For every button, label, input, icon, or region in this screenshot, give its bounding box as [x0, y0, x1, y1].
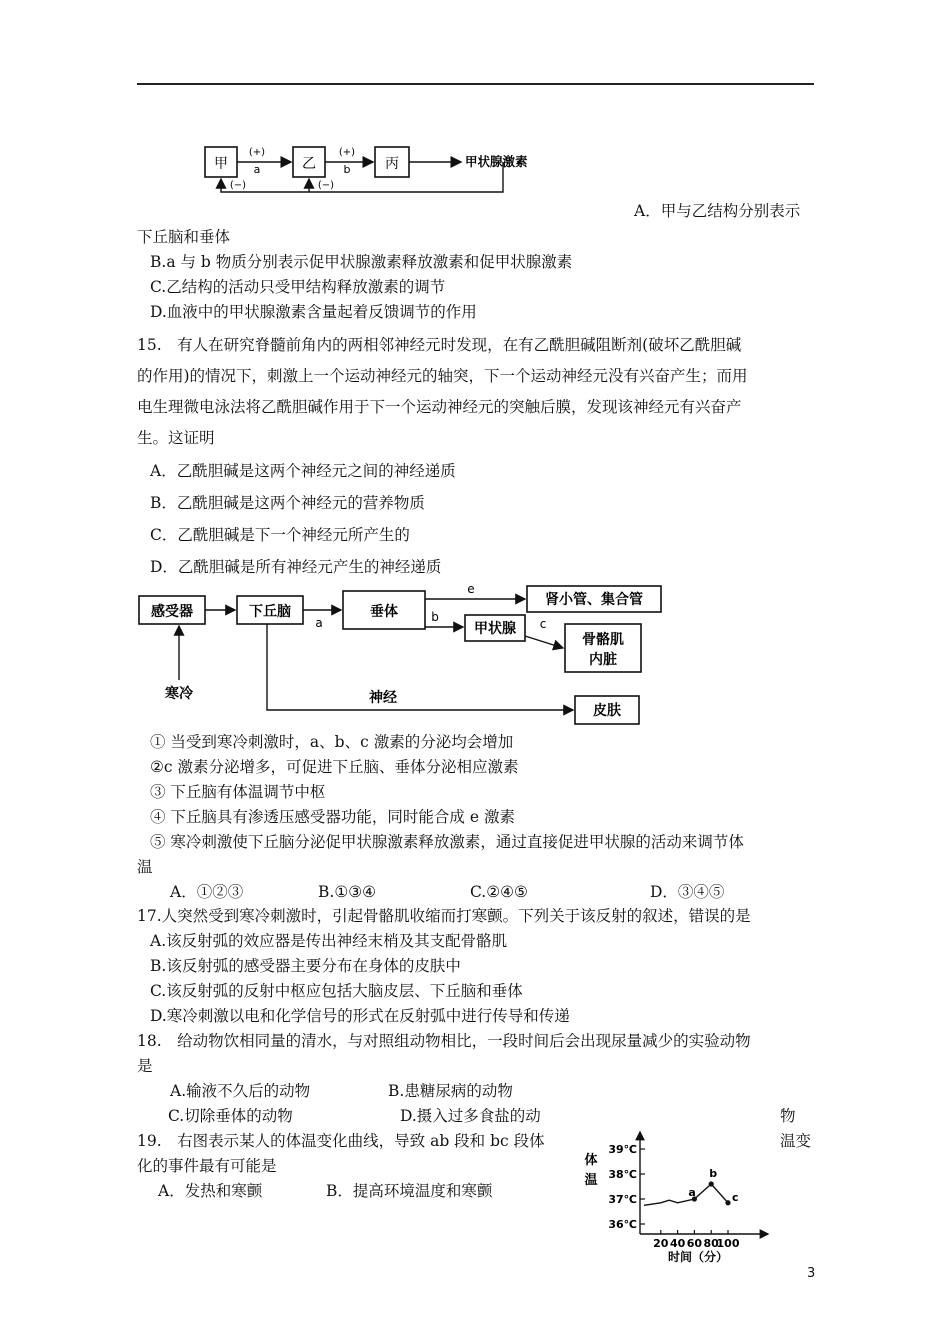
- body-temperature-chart: [578, 1128, 778, 1268]
- muscle-label: 骨骼肌: [582, 632, 624, 648]
- label-a: a: [253, 163, 261, 176]
- y-tick-label: 36℃: [608, 1218, 637, 1231]
- q19-option-a: A．发热和寒颤: [158, 1182, 263, 1200]
- y-axis-label-char1: 体: [584, 1153, 598, 1168]
- point-label-b: b: [709, 1167, 718, 1180]
- box-yi-label: 乙: [302, 156, 316, 172]
- hypothalamus-label: 下丘脑: [249, 604, 291, 620]
- q19-stem-line2: 化的事件最有可能是: [137, 1157, 277, 1175]
- q16-statement-3: ③ 下丘脑有体温调节中枢: [150, 783, 326, 801]
- minus-jia: (−): [229, 180, 247, 191]
- label-c: c: [539, 617, 547, 631]
- q19-stem-line1: 19. 右图表示某人的体温变化曲线，导致 ab 段和 bc 段体: [137, 1132, 545, 1150]
- q17-option-c: C.该反射弧的反射中枢应包括大脑皮层、下丘脑和垂体: [150, 982, 523, 1000]
- label-e: e: [467, 582, 475, 596]
- q16-statement-5-part2: 温: [137, 858, 153, 876]
- y-tick-label: 37℃: [608, 1193, 637, 1206]
- kidney-label: 肾小管、集合管: [545, 592, 643, 608]
- x-ticks: [653, 1230, 740, 1250]
- x-tick-label: 40: [669, 1237, 686, 1250]
- q18-option-d-tail: 物: [780, 1107, 796, 1125]
- q15-stem-line3: 电生理微电泳法将乙酰胆碱作用于下一个运动神经元的突触后膜，发现该神经元有兴奋产: [137, 398, 742, 416]
- q16-statement-2: ②c 激素分泌增多，可促进下丘脑、垂体分泌相应激素: [150, 758, 519, 776]
- q18-option-c: C.切除垂体的动物: [168, 1107, 293, 1125]
- point-label-a: a: [688, 1186, 696, 1199]
- q18-stem-line2: 是: [137, 1057, 153, 1075]
- y-axis-label-char2: 温: [584, 1173, 598, 1188]
- q19-option-b: B．提高环境温度和寒颤: [326, 1182, 493, 1200]
- q17-option-a: A.该反射弧的效应器是传出神经末梢及其支配骨骼肌: [150, 932, 508, 950]
- thermoregulation-diagram: [135, 574, 675, 729]
- q16-option-c: C.②④⑤: [470, 883, 528, 901]
- plus-a: (+): [248, 147, 266, 158]
- q15-option-a: A．乙酰胆碱是这两个神经元之间的神经递质: [150, 462, 456, 480]
- x-tick-label: 60: [686, 1237, 703, 1250]
- q14-option-d: D.血液中的甲状腺激素含量起着反馈调节的作用: [150, 303, 477, 321]
- q15-option-d: D．乙酰胆碱是所有神经元产生的神经递质: [150, 558, 442, 576]
- q17-option-d: D.寒冷刺激以电和化学信号的形式在反射弧中进行传导和传递: [150, 1007, 570, 1025]
- point-label-c: c: [732, 1190, 739, 1204]
- q16-option-d: D．③④⑤: [650, 883, 725, 901]
- label-b2: b: [431, 610, 439, 624]
- viscera-label: 内脏: [589, 652, 617, 668]
- q15-stem-line1: 15. 有人在研究脊髓前角内的两相邻神经元时发现，在有乙酰胆碱阻断剂(破坏乙酰胆碱: [137, 336, 742, 354]
- q16-statement-4: ④ 下丘脑具有渗透压感受器功能，同时能合成 e 激素: [150, 808, 515, 826]
- q17-option-b: B.该反射弧的感受器主要分布在身体的皮肤中: [150, 957, 461, 975]
- q14-option-c: C.乙结构的活动只受甲结构释放激素的调节: [150, 278, 446, 296]
- q15-option-c: C．乙酰胆碱是下一个神经元所产生的: [150, 526, 410, 544]
- q18-option-a: A.输液不久后的动物: [170, 1082, 311, 1100]
- temperature-series-line: [644, 1184, 728, 1205]
- x-tick-label: 80: [703, 1237, 719, 1250]
- q16-option-a: A．①②③: [170, 883, 244, 901]
- y-tick-label: 39℃: [608, 1143, 637, 1156]
- receptor-label: 感受器: [151, 604, 193, 620]
- minus-yi: (−): [317, 180, 335, 191]
- q18-stem-line1: 18. 给动物饮相同量的清水，与对照组动物相比，一段时间后会出现尿量减少的实验动物: [137, 1032, 751, 1050]
- point-b: [709, 1181, 714, 1186]
- plus-b: (+): [338, 147, 356, 158]
- thyroid-label: 甲状腺: [474, 621, 516, 637]
- q17-stem: 17.人突然受到寒冷刺激时，引起骨骼肌收缩而打寒颤。下列关于该反射的叙述，错误的是: [137, 907, 751, 925]
- skin-label: 皮肤: [593, 703, 621, 719]
- x-tick-label: 100: [716, 1237, 740, 1250]
- q16-statement-5-part1: ⑤ 寒冷刺激使下丘脑分泌促甲状腺激素释放激素，通过直接促进甲状腺的活动来调节体: [150, 833, 744, 851]
- q15-option-b: B．乙酰胆碱是这两个神经元的营养物质: [150, 494, 425, 512]
- pituitary-label: 垂体: [370, 604, 398, 620]
- q14-option-b: B.a 与 b 物质分别表示促甲状腺激素释放激素和促甲状腺激素: [150, 253, 573, 271]
- x-tick-label: 20: [653, 1237, 669, 1250]
- q16-statement-1: ① 当受到寒冷刺激时，a、b、c 激素的分泌均会增加: [150, 733, 514, 751]
- q15-stem-line2: 的作用)的情况下，刺激上一个运动神经元的轴突，下一个运动神经元没有兴奋产生；而用: [137, 367, 748, 385]
- y-tick-label: 38℃: [608, 1168, 637, 1181]
- q18-option-d: D.摄入过多食盐的动: [400, 1107, 541, 1125]
- point-c: [725, 1200, 730, 1205]
- label-a2: a: [315, 616, 323, 630]
- thyroid-feedback-diagram: [195, 135, 575, 200]
- box-jia-label: 甲: [214, 156, 228, 172]
- q14-option-a-part1: A．甲与乙结构分别表示: [634, 202, 801, 220]
- x-axis-label: 时间（分）: [667, 1250, 729, 1264]
- label-b: b: [343, 163, 351, 176]
- box-bing-label: 丙: [385, 156, 399, 172]
- q19-stem-line1-tail: 温变: [780, 1132, 812, 1150]
- cold-label: 寒冷: [165, 686, 193, 702]
- nerve-label: 神经: [369, 690, 397, 706]
- page-number: 3: [807, 1266, 816, 1281]
- thyroid-hormone-label: 甲状腺激素: [465, 154, 528, 169]
- q15-stem-line4: 生。这证明: [137, 429, 215, 447]
- q18-option-b: B.患糖尿病的动物: [388, 1082, 513, 1100]
- q16-option-b: B.①③④: [318, 883, 377, 901]
- q14-option-a-part2: 下丘脑和垂体: [137, 228, 231, 246]
- header-rule: [137, 83, 814, 85]
